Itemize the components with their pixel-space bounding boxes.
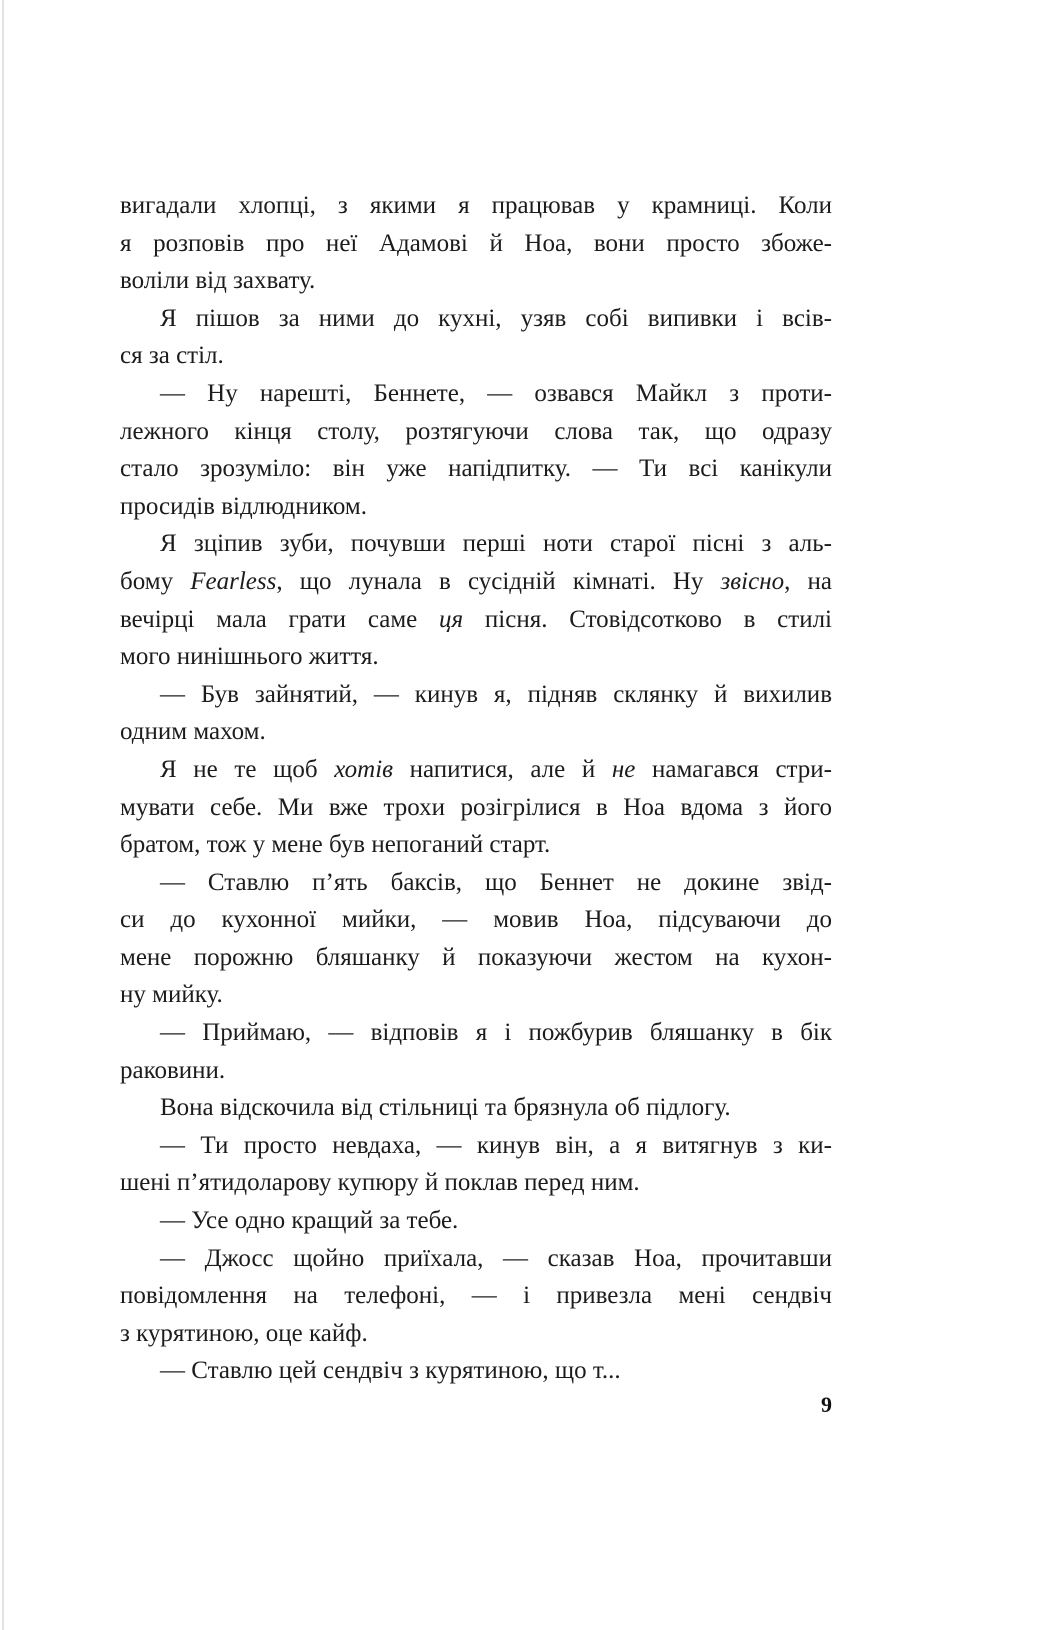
text-line: стало зрозуміло: він уже напідпитку. — Ти всі канікули [120, 455, 832, 483]
text-line: Вона відскочила від стільниці та брязнула об підлогу. [160, 1094, 731, 1122]
paragraph [120, 187, 832, 300]
paragraph [120, 1240, 832, 1353]
text-line: шені п’ятидоларову купюру й поклав перед ним. [120, 1169, 640, 1197]
text-line: си до кухонної мийки, — мовив Ноа, підсуваючи до [120, 906, 832, 934]
text-line: ну мийку. [120, 981, 223, 1009]
book-text-block [120, 187, 832, 1390]
text-line: повідомлення на телефоні, — і привезла мені сендвіч [120, 1282, 832, 1310]
page-number: 9 [821, 1392, 832, 1417]
text-line: мене порожню бляшанку й показуючи жестом на кухон- [120, 943, 832, 971]
text-line: Я пішов за ними до кухні, узяв собі випивки і всів- [160, 304, 832, 332]
text-line: братом, тож у мене був непоганий старт. [120, 831, 551, 859]
text-line: — Ставлю цей сендвіч з курятиною, що т... [160, 1357, 621, 1385]
paragraph [120, 375, 832, 525]
paragraph [120, 751, 832, 864]
text-line: мувати себе. Ми вже трохи розігрілися в Ноа вдома з його [120, 793, 832, 821]
text-line: просидів відлюдником. [120, 492, 367, 520]
text-line: — Усе одно кращий за тебе. [160, 1207, 459, 1235]
page-scan-edge [2, 0, 4, 1630]
text-line: бому Fearless, що лунала в сусідній кімнаті. Ну звісно, на [120, 567, 832, 595]
text-line: лежного кінця столу, розтягуючи слова так, що одразу [120, 417, 832, 445]
text-line: Я зціпив зуби, почувши перші ноти старої пісні з аль- [160, 530, 832, 558]
paragraph [120, 1352, 832, 1390]
text-line: ся за стіл. [120, 342, 224, 370]
text-line: — Джосс щойно приїхала, — сказав Ноа, прочитавши [160, 1244, 832, 1272]
text-line: з курятиною, оце кайф. [120, 1319, 368, 1347]
text-line: — Був зайнятий, — кинув я, підняв склянку й вихилив [160, 680, 832, 708]
paragraph [120, 1014, 832, 1089]
text-line: мого нинішнього життя. [120, 643, 379, 671]
text-line: Я не те щоб хотів напитися, але й не намагався стри- [160, 755, 832, 783]
text-line: — Приймаю, — відповів я і пожбурив бляшанку в бік [160, 1019, 832, 1047]
paragraph [120, 1127, 832, 1202]
paragraph [120, 300, 832, 375]
text-line: — Ну нарешті, Беннете, — озвався Майкл з проти- [160, 379, 832, 407]
paragraph [120, 1089, 832, 1127]
text-line: одним махом. [120, 718, 266, 746]
paragraph [120, 676, 832, 751]
text-line: — Ставлю п’ять баксів, що Беннет не докине звід- [160, 868, 832, 896]
text-line: вечірці мала грати саме ця пісня. Стовідсотково в стилі [120, 605, 832, 633]
text-line: раковини. [120, 1056, 226, 1084]
text-line: — Ти просто невдаха, — кинув він, а я витягнув з ки- [160, 1131, 832, 1159]
paragraph [120, 525, 832, 675]
paragraph [120, 864, 832, 1014]
text-line: я розповів про неї Адамові й Ноа, вони просто збоже- [120, 229, 832, 257]
text-line: воліли від захвату. [120, 267, 316, 295]
paragraph [120, 1202, 832, 1240]
text-line: вигадали хлопці, з якими я працював у крамниці. Коли [120, 192, 832, 219]
